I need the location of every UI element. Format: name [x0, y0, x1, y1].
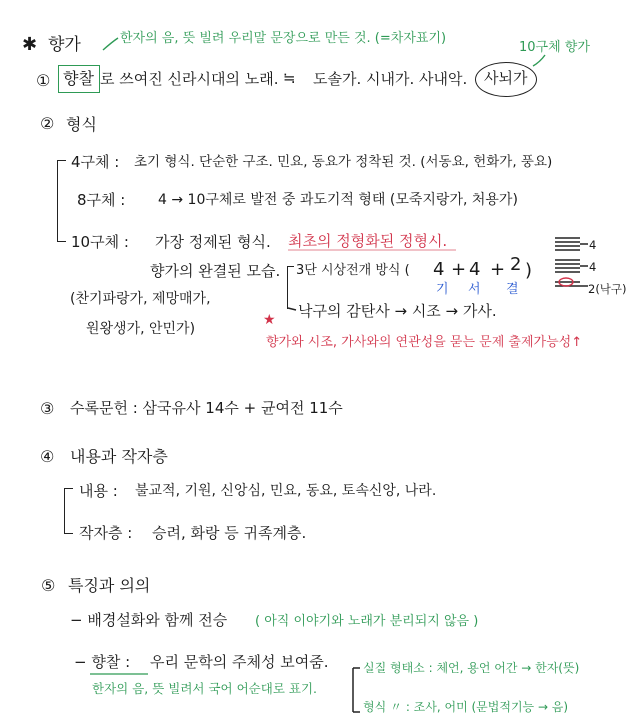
- sec2-number: ②: [40, 114, 55, 133]
- sec1-list: 도솔가. 시내가. 사내악.: [313, 70, 468, 88]
- sec5-number: ⑤: [41, 576, 56, 595]
- sec5-item1-note: ( 아직 이야기와 노래가 분리되지 않음 ): [255, 614, 479, 629]
- sec5-right-line1: 실질 형태소 : 체언, 용언 어간 → 한자(뜻): [363, 661, 580, 675]
- sec2-title: 형식: [66, 115, 97, 134]
- stanza-label-2: 2(낙구): [588, 282, 627, 296]
- struct-plus1: +: [451, 259, 467, 280]
- struct-text: 3단 시상전개 방식 (: [296, 263, 410, 278]
- row4-text: 초기 형식. 단순한 구조. 민요, 동요가 정착된 것. (서동요, 헌화가, 풍요): [134, 154, 553, 170]
- row4-label: 4구체 :: [71, 153, 120, 171]
- sec4-number: ④: [40, 447, 55, 466]
- sec3-text: 수록문헌 : 삼국유사 14수 + 균여전 11수: [70, 399, 343, 417]
- content-bracket: [64, 488, 73, 534]
- page-title: 향가: [48, 35, 81, 55]
- author-label: 작자층 :: [79, 524, 133, 542]
- red-star: ★: [263, 312, 276, 328]
- sec4-title: 내용과 작자층: [70, 447, 168, 466]
- struct-n3: 2: [510, 254, 522, 275]
- title-star: ✱: [22, 34, 38, 55]
- struct-plus2: +: [490, 259, 506, 280]
- row10-red-text: 최초의 정형화된 정형시.: [288, 232, 448, 250]
- label-seo: 서: [468, 282, 481, 297]
- perfect-form: 향가의 완결된 모습.: [150, 262, 281, 280]
- sec5-item2-text: 우리 문학의 주체성 보여줌.: [150, 653, 329, 671]
- header-note: 한자의 음, 뜻 빌려 우리말 문장으로 만든 것. (=차자표기): [120, 31, 447, 46]
- sec3-number: ③: [40, 399, 55, 418]
- sec1-circled: 사뇌가: [484, 69, 528, 87]
- stanza-label-4b: 4: [589, 260, 597, 274]
- label-gi: 기: [436, 282, 449, 297]
- struct-close: ): [525, 260, 533, 281]
- red-note: 향가와 시조, 가사와의 연관성을 묻는 문제 출제가능성↑: [266, 335, 583, 350]
- tenline-note: 10구체 향가: [519, 40, 590, 55]
- author-text: 승려, 화랑 등 귀족계층.: [152, 524, 307, 542]
- sec5-item2-label: − 향찰 :: [74, 653, 131, 671]
- row10-label: 10구체 :: [71, 233, 129, 251]
- sec5-item1: − 배경설화와 함께 전승: [70, 611, 228, 629]
- examples-line1: (찬기파랑가, 제망매가,: [70, 291, 211, 307]
- row8-label: 8구체 :: [77, 191, 126, 209]
- sec1-number: ①: [36, 71, 51, 90]
- sec5-item2-note: 한자의 음, 뜻 빌려서 국어 어순대로 표기.: [92, 681, 317, 696]
- examples-line2: 원왕생가, 안민가): [86, 321, 196, 337]
- sec5-right-line2: 형식 〃 : 조사, 어미 (문법적기능 → 음): [363, 700, 569, 714]
- sec1-text: 로 쓰여진 신라시대의 노래.: [100, 70, 279, 88]
- struct-text-2: 낙구의 감탄사 → 시조 → 가사.: [298, 302, 497, 320]
- row8-text: 4 → 10구체로 발전 중 과도기적 형태 (모죽지랑가, 처용가): [158, 192, 518, 208]
- row10-text: 가장 정제된 형식.: [155, 233, 271, 251]
- label-gyeol: 결: [506, 282, 519, 297]
- struct-n1: 4: [433, 259, 445, 280]
- sec1-hyangchal: 향찰: [63, 69, 94, 88]
- struct-n2: 4: [469, 259, 481, 280]
- content-text: 불교적, 기원, 신앙심, 민요, 동요, 토속신앙, 나라.: [135, 483, 437, 499]
- stanza-label-4a: 4: [589, 238, 597, 252]
- approx-sign: ≒: [283, 69, 296, 87]
- content-label: 내용 :: [79, 482, 118, 500]
- sec5-title: 특징과 의의: [68, 576, 151, 595]
